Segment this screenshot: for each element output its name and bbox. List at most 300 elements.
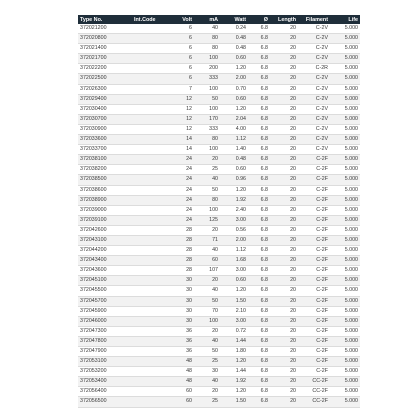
cell-type-no: 372045700 (78, 296, 132, 306)
cell-length: 20 (270, 34, 298, 44)
cell-filament: C-2F (298, 286, 330, 296)
cell-filament: CC-2F (298, 377, 330, 387)
cell-type-no: 372056400 (78, 387, 132, 397)
table-row (78, 225, 360, 235)
cell-type-no: 372033600 (78, 135, 132, 145)
cell-type-no: 372038100 (78, 155, 132, 165)
cell-ma: 100 (194, 104, 220, 114)
cell-int-code (132, 246, 170, 256)
cell-watt: 1.20 (220, 185, 248, 195)
cell-length: 20 (270, 266, 298, 276)
cell-diameter: 6.8 (248, 225, 270, 235)
cell-volt: 28 (170, 256, 194, 266)
cell-int-code (132, 276, 170, 286)
table-row (78, 266, 360, 276)
cell-length: 20 (270, 336, 298, 346)
table-row (78, 44, 360, 54)
cell-type-no: 372045100 (78, 276, 132, 286)
cell-diameter: 6.8 (248, 377, 270, 387)
cell-type-no: 372046000 (78, 316, 132, 326)
cell-life: 5.000 (330, 276, 360, 286)
cell-ma: 100 (194, 316, 220, 326)
cell-watt: 2.00 (220, 235, 248, 245)
cell-life: 5.000 (330, 357, 360, 367)
cell-volt: 14 (170, 145, 194, 155)
cell-watt: 1.20 (220, 286, 248, 296)
cell-life: 5.000 (330, 306, 360, 316)
cell-watt: 0.48 (220, 34, 248, 44)
cell-ma: 20 (194, 155, 220, 165)
cell-int-code (132, 397, 170, 407)
cell-ma: 20 (194, 276, 220, 286)
cell-volt: 24 (170, 175, 194, 185)
cell-diameter: 6.8 (248, 256, 270, 266)
cell-ma: 107 (194, 266, 220, 276)
cell-length: 20 (270, 124, 298, 134)
cell-diameter: 6.8 (248, 387, 270, 397)
cell-diameter: 6.8 (248, 336, 270, 346)
cell-length: 20 (270, 94, 298, 104)
table-row (78, 195, 360, 205)
cell-int-code (132, 347, 170, 357)
cell-diameter: 6.8 (248, 74, 270, 84)
table-row (78, 74, 360, 84)
cell-life: 5.000 (330, 336, 360, 346)
cell-int-code (132, 367, 170, 377)
cell-length: 20 (270, 316, 298, 326)
cell-length: 20 (270, 377, 298, 387)
table-row (78, 165, 360, 175)
cell-diameter: 6.8 (248, 357, 270, 367)
cell-diameter: 6.8 (248, 104, 270, 114)
cell-diameter: 6.8 (248, 215, 270, 225)
cell-life: 5.000 (330, 205, 360, 215)
cell-volt: 30 (170, 286, 194, 296)
cell-type-no: 372020800 (78, 34, 132, 44)
cell-watt: 0.60 (220, 54, 248, 64)
cell-type-no: 372022200 (78, 64, 132, 74)
cell-life: 5.000 (330, 104, 360, 114)
cell-volt: 24 (170, 195, 194, 205)
cell-int-code (132, 357, 170, 367)
cell-life: 5.000 (330, 266, 360, 276)
cell-type-no: 372038500 (78, 175, 132, 185)
cell-life: 5.000 (330, 44, 360, 54)
table-row (78, 24, 360, 34)
cell-length: 20 (270, 306, 298, 316)
cell-int-code (132, 124, 170, 134)
cell-volt: 28 (170, 246, 194, 256)
cell-ma: 40 (194, 24, 220, 34)
cell-life: 5.000 (330, 74, 360, 84)
cell-filament: C-2V (298, 124, 330, 134)
cell-filament: C-2F (298, 155, 330, 165)
cell-int-code (132, 286, 170, 296)
cell-watt: 1.80 (220, 347, 248, 357)
cell-ma: 20 (194, 225, 220, 235)
cell-int-code (132, 326, 170, 336)
cell-watt: 3.00 (220, 316, 248, 326)
cell-volt: 6 (170, 74, 194, 84)
cell-int-code (132, 64, 170, 74)
cell-ma: 80 (194, 34, 220, 44)
cell-length: 20 (270, 165, 298, 175)
cell-length: 20 (270, 175, 298, 185)
cell-life: 5.000 (330, 225, 360, 235)
cell-watt: 1.40 (220, 145, 248, 155)
cell-type-no: 372047900 (78, 347, 132, 357)
cell-diameter: 6.8 (248, 286, 270, 296)
cell-type-no: 372038200 (78, 165, 132, 175)
cell-filament: C-2F (298, 185, 330, 195)
cell-volt: 36 (170, 326, 194, 336)
cell-diameter: 6.8 (248, 316, 270, 326)
cell-filament: C-2V (298, 84, 330, 94)
cell-length: 20 (270, 296, 298, 306)
cell-ma: 100 (194, 84, 220, 94)
cell-diameter: 6.8 (248, 347, 270, 357)
cell-diameter: 6.8 (248, 155, 270, 165)
cell-type-no: 372033700 (78, 145, 132, 155)
cell-int-code (132, 205, 170, 215)
cell-type-no: 372038600 (78, 185, 132, 195)
cell-watt: 1.92 (220, 377, 248, 387)
cell-type-no: 372022500 (78, 74, 132, 84)
cell-length: 20 (270, 74, 298, 84)
cell-ma: 40 (194, 286, 220, 296)
cell-watt: 1.12 (220, 135, 248, 145)
cell-ma: 60 (194, 256, 220, 266)
cell-filament: C-2F (298, 326, 330, 336)
cell-ma: 170 (194, 114, 220, 124)
cell-life: 5.000 (330, 235, 360, 245)
table-row (78, 377, 360, 387)
cell-filament: C-2F (298, 225, 330, 235)
cell-length: 20 (270, 64, 298, 74)
cell-volt: 24 (170, 185, 194, 195)
cell-length: 20 (270, 286, 298, 296)
cell-ma: 333 (194, 124, 220, 134)
cell-type-no: 372021400 (78, 44, 132, 54)
cell-filament: C-2V (298, 24, 330, 34)
cell-type-no: 372039100 (78, 215, 132, 225)
header-type-no: Type No. (78, 15, 132, 24)
cell-life: 5.000 (330, 246, 360, 256)
cell-volt: 6 (170, 64, 194, 74)
cell-ma: 125 (194, 215, 220, 225)
cell-ma: 50 (194, 296, 220, 306)
cell-ma: 40 (194, 246, 220, 256)
cell-diameter: 6.8 (248, 276, 270, 286)
cell-int-code (132, 185, 170, 195)
cell-diameter: 6.8 (248, 24, 270, 34)
cell-filament: C-2V (298, 44, 330, 54)
cell-type-no: 372053100 (78, 357, 132, 367)
cell-volt: 30 (170, 276, 194, 286)
cell-filament: C-2F (298, 235, 330, 245)
table-row (78, 205, 360, 215)
cell-type-no: 372026300 (78, 84, 132, 94)
cell-length: 20 (270, 135, 298, 145)
cell-length: 20 (270, 347, 298, 357)
cell-filament: C-2F (298, 195, 330, 205)
cell-type-no: 372047300 (78, 326, 132, 336)
cell-life: 5.000 (330, 185, 360, 195)
cell-ma: 40 (194, 336, 220, 346)
cell-ma: 30 (194, 367, 220, 377)
cell-filament: C-2F (298, 306, 330, 316)
cell-volt: 24 (170, 215, 194, 225)
cell-filament: C-2F (298, 205, 330, 215)
table-row (78, 296, 360, 306)
cell-volt: 48 (170, 357, 194, 367)
table-row (78, 246, 360, 256)
cell-watt: 0.70 (220, 84, 248, 94)
cell-int-code (132, 165, 170, 175)
cell-volt: 28 (170, 225, 194, 235)
cell-life: 5.000 (330, 145, 360, 155)
cell-ma: 50 (194, 347, 220, 357)
cell-length: 20 (270, 235, 298, 245)
cell-ma: 80 (194, 195, 220, 205)
cell-volt: 24 (170, 165, 194, 175)
cell-diameter: 6.8 (248, 114, 270, 124)
cell-watt: 0.56 (220, 225, 248, 235)
cell-volt: 36 (170, 347, 194, 357)
cell-int-code (132, 296, 170, 306)
table-row (78, 367, 360, 377)
cell-length: 20 (270, 215, 298, 225)
cell-volt: 60 (170, 397, 194, 407)
cell-length: 20 (270, 145, 298, 155)
cell-ma: 100 (194, 54, 220, 64)
cell-watt: 0.24 (220, 24, 248, 34)
cell-watt: 1.20 (220, 64, 248, 74)
cell-type-no: 372047800 (78, 336, 132, 346)
cell-int-code (132, 175, 170, 185)
cell-filament: C-2F (298, 316, 330, 326)
cell-ma: 50 (194, 94, 220, 104)
cell-volt: 30 (170, 296, 194, 306)
cell-ma: 25 (194, 165, 220, 175)
table-row (78, 316, 360, 326)
cell-int-code (132, 74, 170, 84)
cell-int-code (132, 54, 170, 64)
cell-filament: C-2V (298, 114, 330, 124)
cell-life: 5.000 (330, 34, 360, 44)
cell-filament: C-2F (298, 266, 330, 276)
table-row (78, 94, 360, 104)
cell-life: 5.000 (330, 377, 360, 387)
cell-diameter: 6.8 (248, 326, 270, 336)
cell-ma: 25 (194, 357, 220, 367)
cell-ma: 333 (194, 74, 220, 84)
cell-type-no: 372030700 (78, 114, 132, 124)
cell-length: 20 (270, 24, 298, 34)
cell-life: 5.000 (330, 215, 360, 225)
cell-volt: 60 (170, 387, 194, 397)
cell-life: 5.000 (330, 64, 360, 74)
cell-diameter: 6.8 (248, 94, 270, 104)
header-row (78, 15, 360, 24)
cell-filament: C-2V (298, 135, 330, 145)
cell-diameter: 6.8 (248, 306, 270, 316)
cell-int-code (132, 316, 170, 326)
cell-life: 5.000 (330, 175, 360, 185)
cell-type-no: 372043600 (78, 266, 132, 276)
cell-ma: 200 (194, 64, 220, 74)
cell-diameter: 6.8 (248, 195, 270, 205)
cell-volt: 36 (170, 336, 194, 346)
table-row (78, 145, 360, 155)
cell-type-no: 372030900 (78, 124, 132, 134)
cell-diameter: 6.8 (248, 266, 270, 276)
cell-watt: 2.10 (220, 306, 248, 316)
cell-volt: 12 (170, 104, 194, 114)
header-filament: Filament (298, 15, 330, 24)
cell-life: 5.000 (330, 24, 360, 34)
cell-life: 5.000 (330, 367, 360, 377)
table-row (78, 357, 360, 367)
cell-watt: 0.48 (220, 44, 248, 54)
cell-watt: 1.50 (220, 296, 248, 306)
cell-volt: 6 (170, 54, 194, 64)
cell-filament: CC-2F (298, 397, 330, 407)
cell-int-code (132, 135, 170, 145)
cell-int-code (132, 24, 170, 34)
cell-type-no: 372045500 (78, 286, 132, 296)
cell-life: 5.000 (330, 84, 360, 94)
cell-life: 5.000 (330, 114, 360, 124)
table-row (78, 84, 360, 94)
cell-volt: 48 (170, 367, 194, 377)
spec-sheet (78, 15, 358, 408)
cell-ma: 100 (194, 205, 220, 215)
cell-watt: 1.92 (220, 195, 248, 205)
table-row (78, 215, 360, 225)
cell-int-code (132, 266, 170, 276)
cell-diameter: 6.8 (248, 235, 270, 245)
table-row (78, 397, 360, 407)
cell-diameter: 6.8 (248, 185, 270, 195)
cell-ma: 25 (194, 397, 220, 407)
cell-volt: 12 (170, 114, 194, 124)
table-row (78, 256, 360, 266)
cell-watt: 1.20 (220, 387, 248, 397)
cell-int-code (132, 215, 170, 225)
cell-diameter: 6.8 (248, 175, 270, 185)
cell-watt: 1.50 (220, 397, 248, 407)
cell-length: 20 (270, 54, 298, 64)
table-row (78, 306, 360, 316)
cell-length: 20 (270, 276, 298, 286)
cell-watt: 1.20 (220, 104, 248, 114)
cell-type-no: 372045900 (78, 306, 132, 316)
cell-filament: C-2F (298, 165, 330, 175)
cell-watt: 1.44 (220, 367, 248, 377)
header-life: Life (330, 15, 360, 24)
cell-filament: C-2F (298, 246, 330, 256)
cell-int-code (132, 377, 170, 387)
lamp-spec-table (78, 15, 360, 408)
cell-volt: 48 (170, 377, 194, 387)
table-row (78, 185, 360, 195)
cell-volt: 30 (170, 316, 194, 326)
cell-volt: 12 (170, 94, 194, 104)
cell-diameter: 6.8 (248, 54, 270, 64)
cell-length: 20 (270, 225, 298, 235)
cell-length: 20 (270, 246, 298, 256)
cell-life: 5.000 (330, 326, 360, 336)
cell-type-no: 372021200 (78, 24, 132, 34)
cell-type-no: 372053200 (78, 367, 132, 377)
cell-volt: 14 (170, 135, 194, 145)
cell-life: 5.000 (330, 347, 360, 357)
header-diameter: Ø (248, 15, 270, 24)
cell-life: 5.000 (330, 195, 360, 205)
cell-ma: 80 (194, 135, 220, 145)
cell-type-no: 372053400 (78, 377, 132, 387)
cell-ma: 50 (194, 185, 220, 195)
cell-length: 20 (270, 114, 298, 124)
cell-length: 20 (270, 387, 298, 397)
table-row (78, 135, 360, 145)
table-row (78, 276, 360, 286)
cell-length: 20 (270, 205, 298, 215)
cell-watt: 1.68 (220, 256, 248, 266)
header-watt: Watt (220, 15, 248, 24)
cell-ma: 100 (194, 145, 220, 155)
cell-life: 5.000 (330, 296, 360, 306)
cell-filament: C-2F (298, 367, 330, 377)
cell-type-no: 372038900 (78, 195, 132, 205)
cell-life: 5.000 (330, 94, 360, 104)
cell-ma: 70 (194, 306, 220, 316)
cell-filament: C-2V (298, 94, 330, 104)
cell-diameter: 6.8 (248, 205, 270, 215)
cell-diameter: 6.8 (248, 44, 270, 54)
cell-diameter: 6.8 (248, 165, 270, 175)
cell-ma: 20 (194, 387, 220, 397)
cell-diameter: 6.8 (248, 124, 270, 134)
cell-volt: 30 (170, 306, 194, 316)
cell-filament: C-2F (298, 276, 330, 286)
cell-length: 20 (270, 195, 298, 205)
cell-filament: C-2F (298, 336, 330, 346)
cell-int-code (132, 306, 170, 316)
cell-diameter: 6.8 (248, 34, 270, 44)
cell-int-code (132, 114, 170, 124)
cell-volt: 28 (170, 266, 194, 276)
cell-volt: 6 (170, 44, 194, 54)
cell-int-code (132, 34, 170, 44)
cell-life: 5.000 (330, 135, 360, 145)
cell-life: 5.000 (330, 155, 360, 165)
cell-filament: CC-2F (298, 387, 330, 397)
cell-filament: C-2F (298, 296, 330, 306)
cell-length: 20 (270, 367, 298, 377)
cell-watt: 2.40 (220, 205, 248, 215)
cell-filament: C-2F (298, 347, 330, 357)
table-row (78, 114, 360, 124)
table-header (78, 15, 360, 24)
cell-length: 20 (270, 104, 298, 114)
cell-int-code (132, 336, 170, 346)
table-row (78, 64, 360, 74)
cell-filament: C-2F (298, 256, 330, 266)
cell-filament: C-2V (298, 74, 330, 84)
table-row (78, 347, 360, 357)
